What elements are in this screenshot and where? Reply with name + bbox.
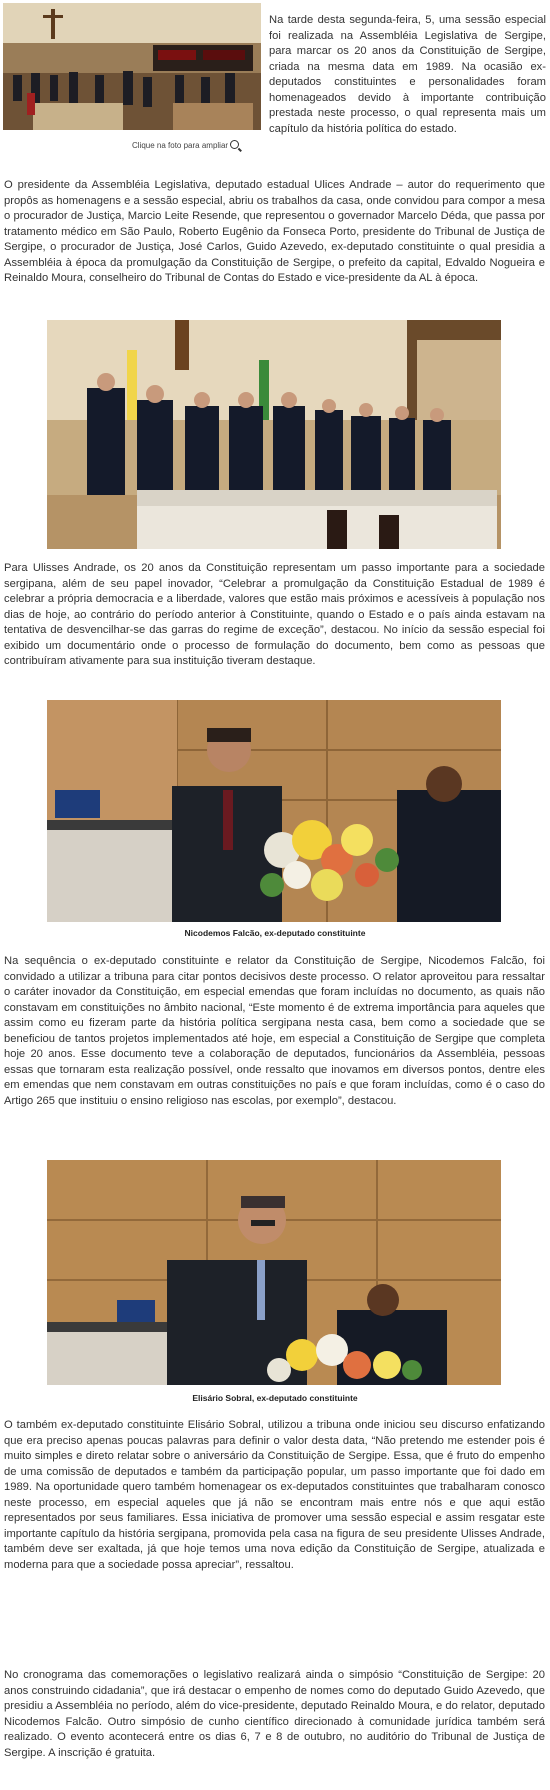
nicodemos-caption: Nicodemos Falcão, ex-deputado constituinte: [184, 928, 366, 938]
elisario-photo: [47, 1160, 501, 1385]
paragraph-intro: Na tarde desta segunda-feira, 5, uma sessão especial foi realizada na Assembléia Legislativa de Sergipe, para marcar os 20 anos da Constituição de Sergipe, criada na mesma data em 1989. Na ocasião ex-deputados constituintes e personalidades foram homenageados devido à importante contribuição prestada neste processo, o qual representa mais um capítulo da história política do estado.: [269, 14, 546, 135]
nicodemos-photo: [47, 700, 501, 922]
paragraph-nicodemos: Na sequência o ex-deputado constituinte e relator da Constituição de Sergipe, Nicodemos Falcão, foi convidado a utilizar a tribuna para citar pontos decisivos deste processo. O relator aproveitou para ressaltar o caráter inovador da Constituição, em especial emendas que foram incluídas no documento, as quais não constavam em constituições no âmbito nacional, “Este momento é de extrema importância para aqueles que assim como eu fizeram parte da história política sergipana nesta casa, bem como a sociedade que se beneficiou de tantos projetos implementados até hoje, em especial a Constituição de Sergipe que completa hoje 20 anos. Esse documento teve a colaboração de deputados, funcionários da Assembléia, pessoas essas que tornaram esta realização possível, onde ressalto que inovamos em diversos pontos, dentre eles em emendas que nem constavam em outras constituições no país e que foram incluídas, como é o caso do Artigo 265 que instituiu o ensino religioso nas escolas, por exemplo”, destacou.: [4, 955, 545, 1107]
paragraph-president: O presidente da Assembléia Legislativa, deputado estadual Ulices Andrade – autor do requerimento que propôs as homenagens e a sessão especial, abriu os trabalhos da casa, onde convidou para compor a mesa o procurador de Justiça, Marcio Leite Resende, que representou o governador Marcelo Déda, que passa por tratamento médico em São Paulo, Roberto Eugênio da Fonseca Porto, presidente do Tribunal de Justiça de Sergipe, o procurador de Justiça, José Carlos, Guido Azevedo, ex-deputado constituinte o qual presidia a Assembléia à época da promulgação da Constituição de Sergipe, o prefeito da capital, Edvaldo Nogueira e Reinaldo Moura, conselheiro do Tribunal de Contas do Estado e vice-presidente da AL à época.: [4, 179, 545, 284]
session-thumbnail-photo[interactable]: [3, 3, 261, 130]
paragraph-ulisses: Para Ulisses Andrade, os 20 anos da Constituição representam um passo importante para a sociedade sergipana, além de seu papel inovador, “Celebrar a promulgação da Constituição Estadual de 1989 é celebrar a própria democracia e a liberdade, valores que estão mais próximos e acessíveis à população nos dias de hoje, ao contrário do período anterior à Constituinte, quando o Estado e o país ainda estavam na tentativa de desvencilhar-se das garras do regime de exceção”, destacou. No início da sessão especial foi exibido um documentário onde o processo de formulação do documento, bem como as pessoas que contribuíram ativamente para sua instituição tiveram destaque.: [4, 562, 545, 667]
elisario-caption: Elisário Sobral, ex-deputado constituinte: [192, 1393, 358, 1403]
paragraph-schedule: No cronograma das comemorações o legislativo realizará ainda o simpósio “Constituição de Sergipe: 20 anos construindo cidadania”, que irá destacar o empenho de nomes como do deputado Guido Azevedo, que presidiu a Assembléia no período, além do vice-presidente, deputado Reinaldo Moura, e do relator, deputado Nicodemos Falcão. Outro simpósio de cunho científico direcionado à comunidade jurídica também será realizado. O evento acontecerá entre os dias 6, 7 e 8 de outubro, no auditório do Tribunal de Justiça de Sergipe. A inscrição é gratuita.: [4, 1669, 545, 1759]
paragraph-elisario: O também ex-deputado constituinte Elisário Sobral, utilizou a tribuna onde iniciou seu discurso enfatizando que era preciso apenas poucas palavras para definir o valor desta data, “Não pretendo me estender pois é muito simples e direto relatar sobre o aniversário da Constituição de Sergipe. Essa, que é fruto do empenho de uma comissão de deputados e também da participação popular, um passo importante que foi dado em 1989. Na oportunidade quero também homenagear os ex-deputados constituintes que trabalharam conosco neste processo, em especial aqueles que já não se encontram mais entre nós e que aqui estão representados por seus familiares. Essa iniciativa de promover uma sessão especial e assim resgatar este importante capítulo da história sergipana, promovida pela casa na figura de seu presidente Ulisses Andrade, também deve ser exaltada, já que hoje temos uma nova edição da Constituição de Sergipe, atualizada e moderna para que a sociedade possa apreciar”, ressaltou.: [4, 1419, 545, 1571]
thumbnail-caption[interactable]: Clique na foto para ampliar: [132, 139, 239, 150]
zoom-icon[interactable]: [230, 140, 239, 149]
session-table-photo: [47, 320, 501, 549]
